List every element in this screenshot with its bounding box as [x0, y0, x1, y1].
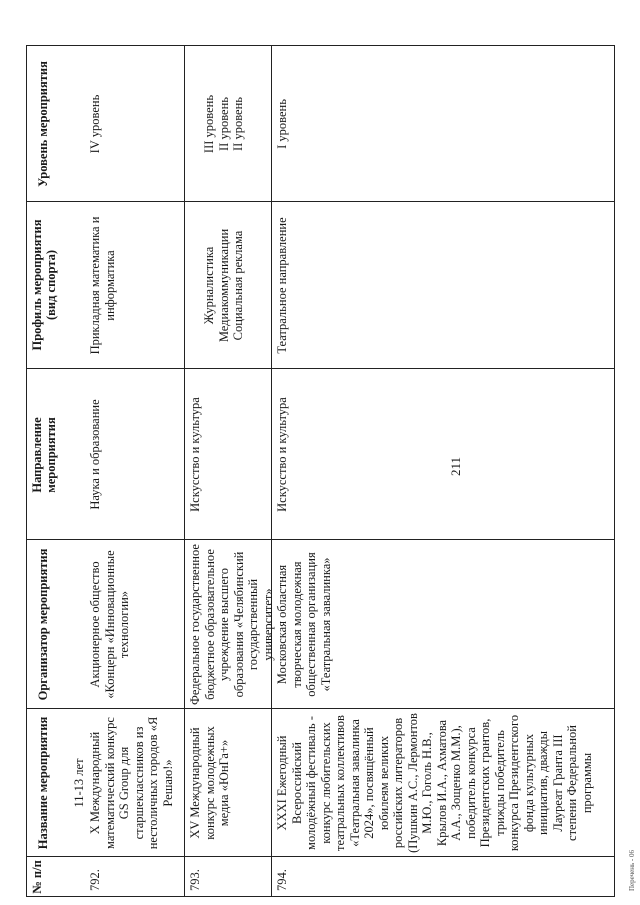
row-792-level: IV уровень — [88, 94, 102, 154]
header-num: № п/п — [30, 860, 44, 894]
row-794-direction: Искусство и культура — [275, 397, 289, 512]
row-793-direction: Искусство и культура — [188, 397, 202, 512]
row-792-num: 792. — [88, 869, 102, 891]
table-border-left — [26, 896, 614, 897]
row-793-name: XV Международный конкурс молодежных медиа «ЮнГа+» — [188, 726, 231, 840]
header-level: Уровень мероприятия — [36, 61, 50, 187]
footer-note: Перечень - 06 — [628, 850, 636, 891]
row-794-level: I уровень — [275, 99, 289, 149]
row-792-name: X Международный математический конкурс GS Group для старшеклассников из нестоличных городов «Я Решаю!» — [88, 716, 175, 850]
column-divider — [26, 201, 614, 202]
header-direction: Направление мероприятия — [30, 417, 58, 493]
header-profile: Профиль мероприятия (вид спорта) — [30, 219, 58, 351]
table-border-top — [26, 45, 27, 897]
section-label-age-group: 11-13 лет — [72, 758, 86, 808]
row-792-direction: Наука и образование — [88, 399, 102, 510]
row-794-name: XXXI Ежегодный Всероссийский молодёжный фестиваль - конкурс любительских театральных коллективов «Театральная завалинка 2024», посвящённый юбилеям великих российских литераторов (Пушкин А.С., Лермонтов М.Ю., Гоголь Н.В., Крылов И.А., Ахматова А.А., Зощенко М.М.), победитель конкурса Президентских грантов, трижды победитель конкурса Президентского фонда культурных инициатив, дважды Лауреат Гранта III степени Федеральной программы — [275, 713, 594, 853]
header-name: Название мероприятия — [36, 716, 50, 850]
row-793-num: 793. — [188, 869, 202, 891]
row-792-organizer: Акционерное общество «Концерн «Инновационные технологии» — [88, 550, 131, 699]
page-number: 211 — [448, 456, 463, 476]
row-794-profile: Театральное направление — [275, 217, 289, 354]
column-divider — [26, 368, 614, 369]
column-divider — [26, 856, 614, 857]
header-organizer: Организатор мероприятия — [36, 548, 50, 701]
table-border-bottom — [614, 45, 615, 897]
row-793-organizer: Федеральное государственное бюджетное образовательное учреждение высшего образования «Челябинский государственный университет» — [188, 544, 275, 705]
column-divider — [26, 708, 614, 709]
table-border-right — [26, 45, 614, 46]
row-792-profile: Прикладная математика и информатика — [88, 216, 117, 355]
column-divider — [26, 539, 614, 540]
row-793-profile: Журналистика Медиакоммуникации Социальная реклама — [202, 228, 245, 343]
row-divider — [184, 45, 185, 897]
row-794-organizer: Московская областная творческая молодежная общественная организация «Театральная завалинка» — [275, 552, 333, 697]
row-divider — [271, 45, 272, 897]
row-793-level: III уровень II уровень II уровень — [202, 94, 245, 154]
row-794-num: 794. — [275, 869, 289, 891]
